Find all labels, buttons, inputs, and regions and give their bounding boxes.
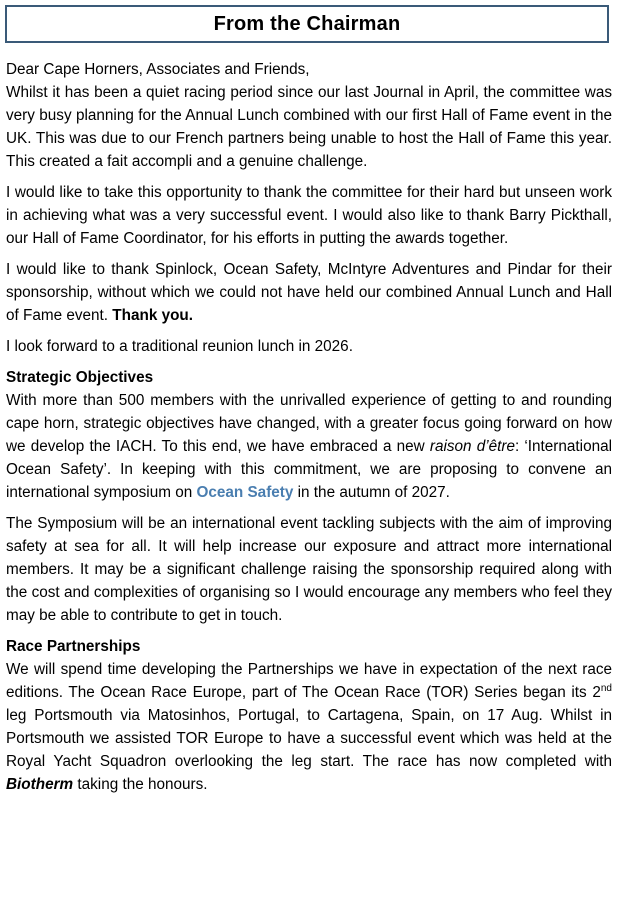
strategic-paragraph-2: The Symposium will be an international event tackling subjects with the aim of improving safety at sea for all. It will help increase our exposure and attract more international members. It may be a significant challenge raising the sponsorship required along with the cost and complexities of organising so I would encourage any members who feel they may be able to contribute to get in touch. xyxy=(6,515,612,624)
ocean-safety-highlight: Ocean Safety xyxy=(196,484,294,501)
reunion-paragraph: I look forward to a traditional reunion lunch in 2026. xyxy=(6,338,353,355)
race-p1-a: We will spend time developing the Partnerships we have in expectation of the next race editions. The Ocean Race Europe, part of The Ocean Race (TOR) Series began its 2 xyxy=(6,661,612,701)
strategic-p1-italic: raison d’être xyxy=(429,438,515,455)
race-p1-c: taking the honours. xyxy=(73,776,208,793)
race-ordinal-suffix: nd xyxy=(600,682,612,694)
thanks-sponsors-paragraph xyxy=(6,258,612,327)
strategic-paragraph-1 xyxy=(6,389,612,504)
strategic-p1-b: : ‘International Ocean Safety’. In keeping with this commitment, we are proposing to convene an international symposium on xyxy=(6,438,612,501)
thanks-sponsors-text: I would like to thank Spinlock, Ocean Safety, McIntyre Adventures and Pindar for their sponsorship, without which we could not have held our combined Annual Lunch and Hall of Fame event. xyxy=(6,261,612,324)
strategic-p1-a: With more than 500 members with the unrivalled experience of getting to and rounding cape horn, strategic objectives have changed, with a greater focus going forward on how we develop the IACH. To this end, we have embraced a new xyxy=(6,392,612,455)
biotherm-text: Biotherm xyxy=(6,776,74,793)
strategic-objectives-heading: Strategic Objectives xyxy=(6,369,154,386)
thanks-committee-paragraph: I would like to take this opportunity to thank the committee for their hard but unseen work in achieving what was a very successful event. I would also like to thank Barry Pickthall, our Hall of Fame Coordinator, for his efforts in putting the awards together. xyxy=(6,184,612,247)
race-p1-b: leg Portsmouth via Matosinhos, Portugal, to Cartagena, Spain, on 17 Aug. Whilst in Portsmouth we assisted TOR Europe to have a successful event which was held at the Royal Yacht Squadron overlooking the leg start. The race has now completed with xyxy=(6,707,612,770)
intro-paragraph: Whilst it has been a quiet racing period since our last Journal in April, the committee was very busy planning for the Annual Lunch combined with our first Hall of Fame event in the UK. This was due to our French partners being unable to host the Hall of Fame this year. This created a fait accompli and a genuine challenge. xyxy=(6,84,612,170)
page-title-text: From the Chairman xyxy=(213,12,401,35)
race-partnerships-heading: Race Partnerships xyxy=(6,638,141,655)
salutation: Dear Cape Horners, Associates and Friends, xyxy=(6,61,310,78)
strategic-p1-c: in the autumn of 2027. xyxy=(293,484,450,501)
page-title xyxy=(5,5,609,43)
article-body xyxy=(6,58,612,796)
thank-you-text: Thank you. xyxy=(112,307,194,324)
race-paragraph xyxy=(6,658,612,796)
